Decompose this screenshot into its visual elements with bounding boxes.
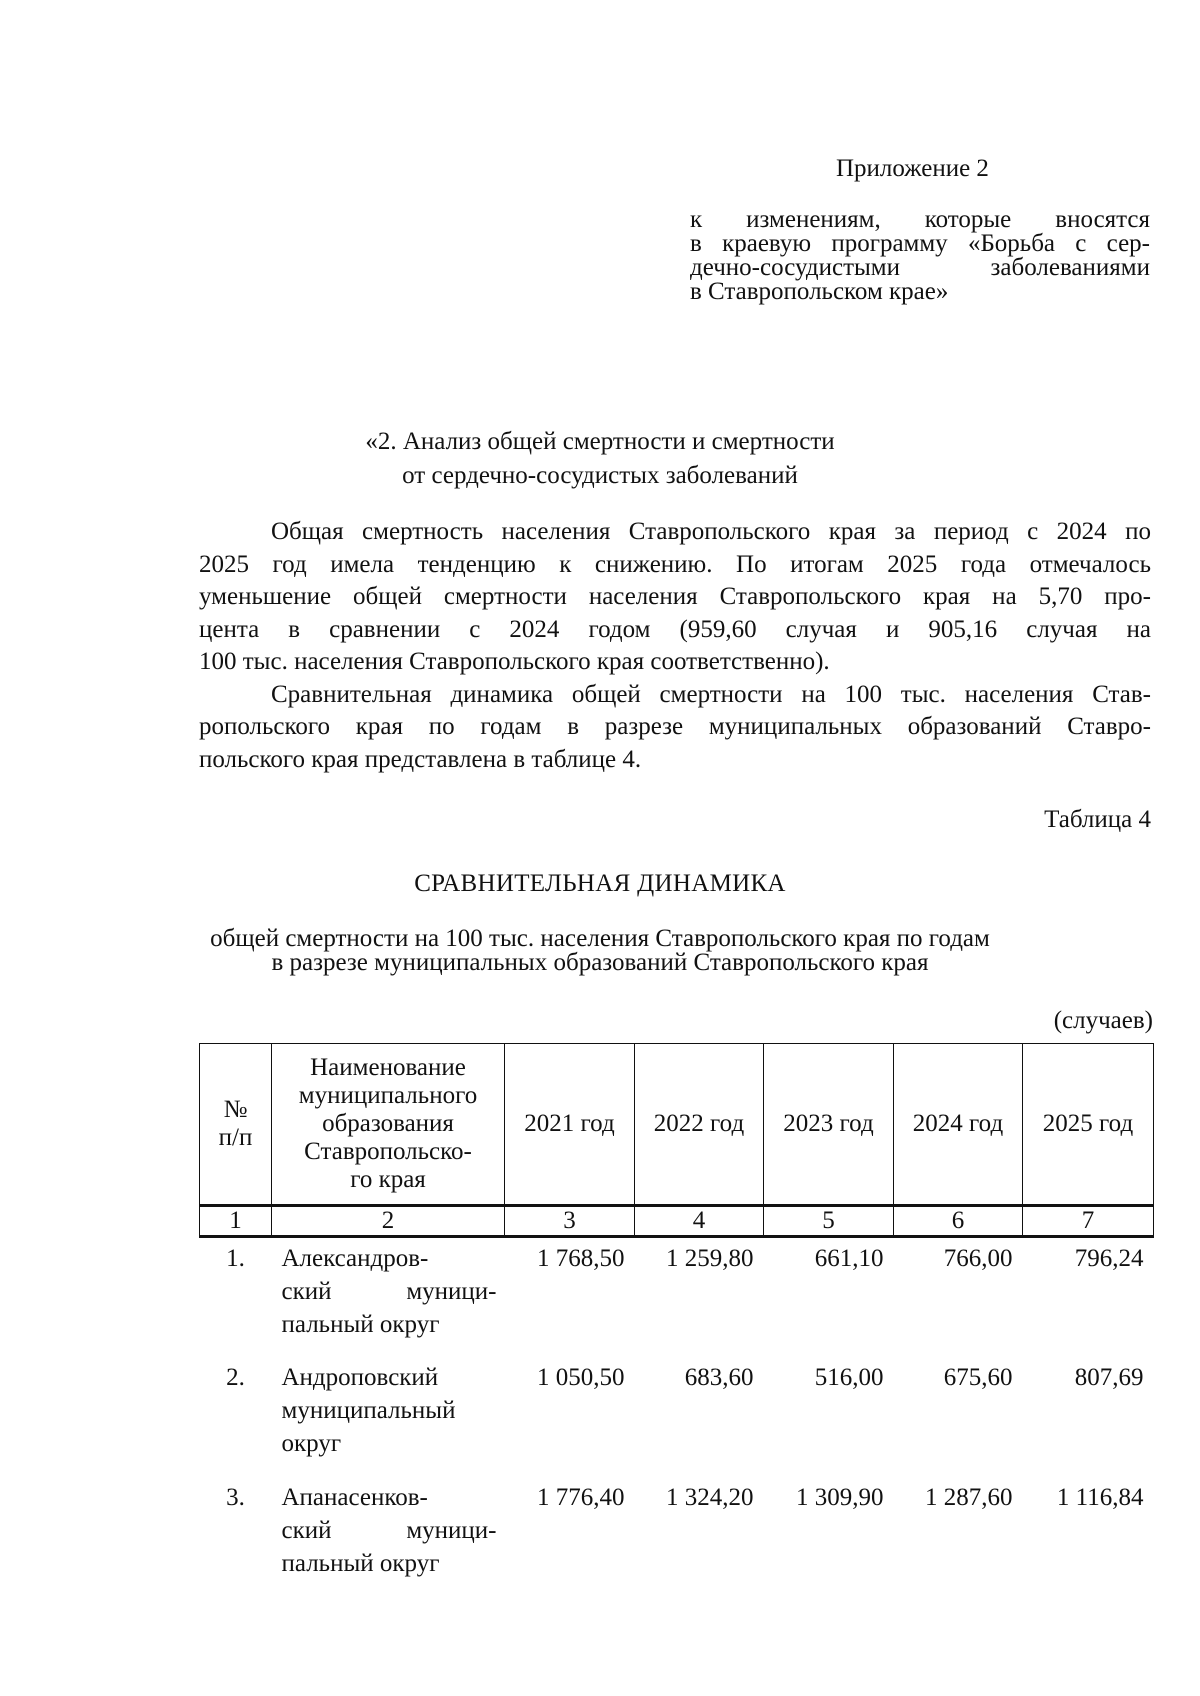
appendix-title: Приложение 2	[836, 155, 989, 182]
column-number: 3	[505, 1206, 635, 1237]
header-name-line: образования	[322, 1110, 454, 1137]
row-name-line: округ	[281, 1429, 342, 1457]
appendix-subtitle-line: в краевую программу «Борьба с сер-	[690, 230, 1150, 257]
table-row	[200, 1477, 1154, 1597]
mortality-table	[199, 1043, 1154, 1597]
row-value-2021: 1 776,40	[537, 1483, 625, 1511]
column-number: 4	[635, 1206, 764, 1237]
table-subtitle	[200, 927, 1000, 975]
column-number-row	[200, 1206, 1154, 1237]
row-name-line: пальный округ	[281, 1311, 440, 1338]
row-name-line: муниципальный	[281, 1396, 456, 1424]
header-name-line: Наименование	[310, 1054, 466, 1081]
row-name	[272, 1477, 505, 1597]
row-num: 3.	[226, 1483, 245, 1511]
row-value-2022: 1 324,20	[666, 1483, 754, 1511]
header-name-line: Ставропольско-	[304, 1138, 472, 1165]
row-value-2025: 796,24	[1074, 1245, 1144, 1272]
paragraph-line: цента в сравнении с 2024 годом (959,60 случая и 905,16 случая на	[199, 615, 1151, 643]
row-value-2022: 1 259,80	[666, 1245, 754, 1272]
row-name	[272, 1357, 505, 1477]
section-heading	[300, 425, 900, 493]
header-year-2022: 2022 год	[635, 1044, 764, 1206]
column-number: 7	[1023, 1206, 1154, 1237]
header-name-line: го края	[350, 1166, 426, 1193]
header-name-line: муниципального	[298, 1082, 478, 1109]
row-value-2023: 516,00	[814, 1363, 884, 1391]
row-value-2021: 1 050,50	[537, 1363, 625, 1391]
header-num	[200, 1044, 272, 1206]
row-name-line: ский муници-	[281, 1516, 497, 1544]
header-year-2023: 2023 год	[764, 1044, 894, 1206]
column-number: 1	[200, 1206, 272, 1237]
section-heading-line: «2. Анализ общей смертности и смертности	[365, 428, 835, 455]
paragraph-line: ропольского края по годам в разрезе муниципальных образований Ставро-	[199, 713, 1151, 740]
appendix-subtitle	[690, 208, 1150, 304]
appendix-subtitle-line: дечно-сосудистыми заболеваниями	[690, 254, 1150, 281]
row-name-line: Апанасенков-	[281, 1483, 428, 1511]
row-name	[272, 1237, 505, 1357]
row-name-line: ский муници-	[281, 1278, 497, 1305]
paragraph-line: польского края представлена в таблице 4.	[199, 745, 642, 773]
table-units: (случаев)	[1053, 1007, 1153, 1034]
table-row	[200, 1237, 1154, 1357]
row-value-2021: 1 768,50	[537, 1245, 625, 1272]
row-value-2024: 766,00	[943, 1245, 1013, 1272]
column-number: 6	[894, 1206, 1023, 1237]
row-value-2024: 1 287,60	[925, 1483, 1013, 1511]
table-title: СРАВНИТЕЛЬНАЯ ДИНАМИКА	[414, 870, 786, 897]
header-name	[272, 1044, 505, 1206]
table-subtitle-line: в разрезе муниципальных образований Ставропольского края	[271, 949, 929, 976]
row-name-line: Александров-	[281, 1245, 429, 1272]
row-name-line: Андроповский	[281, 1363, 439, 1391]
column-number: 5	[764, 1206, 894, 1237]
paragraph-line: Сравнительная динамика общей смертности на 100 тыс. населения Став-	[271, 680, 1151, 708]
column-number: 2	[272, 1206, 505, 1237]
appendix-subtitle-line: к изменениям, которые вносятся	[690, 206, 1150, 233]
appendix-subtitle-line: в Ставропольском крае»	[690, 278, 949, 305]
row-value-2023: 661,10	[814, 1245, 884, 1272]
row-value-2024: 675,60	[943, 1363, 1013, 1391]
table-label: Таблица 4	[1044, 806, 1151, 833]
row-value-2025: 1 116,84	[1056, 1483, 1144, 1511]
table-row	[200, 1357, 1154, 1477]
row-num: 1.	[226, 1245, 245, 1272]
row-num: 2.	[226, 1363, 245, 1391]
header-year-2025: 2025 год	[1023, 1044, 1154, 1206]
header-num-line: №	[223, 1096, 248, 1123]
paragraph-line: 2025 год имела тенденцию к снижению. По итогам 2025 года отмечалось	[199, 550, 1151, 578]
paragraph-line: уменьшение общей смертности населения Ставропольского края на 5,70 про-	[199, 583, 1151, 610]
paragraph-line: 100 тыс. населения Ставропольского края соответственно).	[199, 648, 830, 675]
table-subtitle-line: общей смертности на 100 тыс. населения Ставропольского края по годам	[210, 925, 990, 952]
row-name-line: пальный округ	[281, 1549, 440, 1577]
paragraph-line: Общая смертность населения Ставропольского края за период с 2024 по	[271, 518, 1151, 545]
row-value-2023: 1 309,90	[796, 1483, 884, 1511]
table-header-row	[200, 1044, 1154, 1206]
header-year-2021: 2021 год	[505, 1044, 635, 1206]
row-value-2025: 807,69	[1074, 1363, 1144, 1391]
row-value-2022: 683,60	[684, 1363, 754, 1391]
section-heading-line: от сердечно-сосудистых заболеваний	[402, 462, 798, 489]
body-text	[199, 516, 1151, 776]
header-year-2024: 2024 год	[894, 1044, 1023, 1206]
header-num-line: п/п	[218, 1124, 253, 1151]
